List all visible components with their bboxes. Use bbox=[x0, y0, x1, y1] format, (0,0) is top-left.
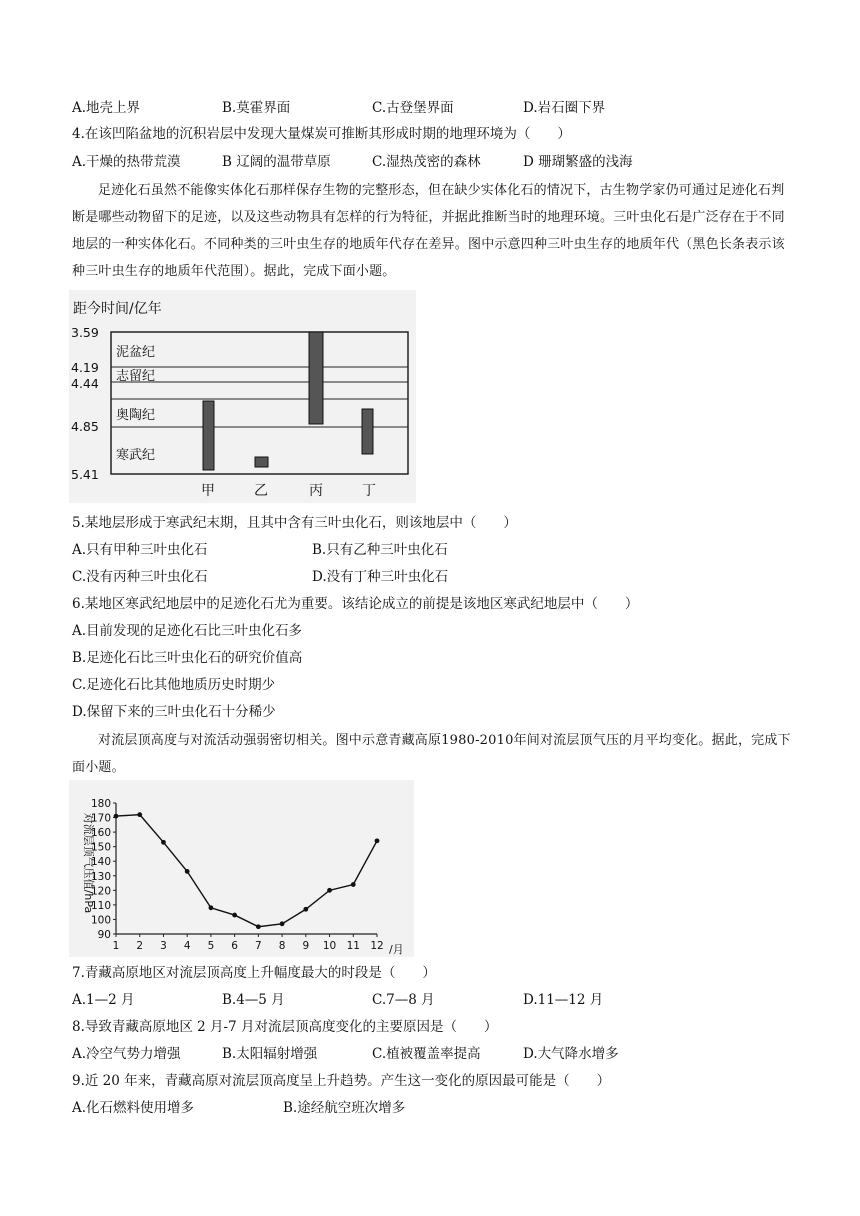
data-point bbox=[161, 840, 166, 845]
q6-option-a: A.目前发现的足迹化石比三叶虫化石多 bbox=[72, 623, 303, 639]
x-tick-label: 5 bbox=[207, 940, 215, 952]
y-tick-label: 160 bbox=[90, 827, 111, 840]
species-label-jia: 甲 bbox=[201, 483, 215, 499]
period-label-devonian: 泥盆纪 bbox=[116, 345, 156, 360]
q7-option-d: D.11—12 月 bbox=[523, 992, 604, 1008]
tick-label: 4.19 bbox=[71, 360, 99, 375]
passage-2: 对流层顶高度与对流活动强弱密切相关。图中示意青藏高原1980-2010年间对流层顶气压的月平均变化。据此，完成下面小题。 bbox=[72, 733, 791, 775]
q4-option-d: D 珊瑚繁盛的浅海 bbox=[523, 154, 633, 170]
y-tick-label: 150 bbox=[90, 841, 111, 854]
period-label-cambrian: 寒武纪 bbox=[116, 448, 156, 463]
y-tick-label: 110 bbox=[90, 899, 111, 912]
x-tick-label: 2 bbox=[136, 940, 144, 952]
data-point bbox=[256, 924, 261, 929]
series-line bbox=[116, 815, 377, 927]
x-tick-label: 11 bbox=[346, 940, 360, 952]
y-tick-label: 130 bbox=[90, 870, 111, 883]
q6-stem: 6.某地区寒武纪地层中的足迹化石尤为重要。该结论成立的前提是该地区寒武纪地层中（ ） bbox=[72, 596, 639, 612]
figure1-title: 距今时间/亿年 bbox=[73, 301, 162, 317]
q9-option-b: B.途经航空班次增多 bbox=[283, 1100, 406, 1116]
x-tick-label: 12 bbox=[370, 940, 384, 952]
y-tick-label: 100 bbox=[90, 914, 111, 927]
data-point bbox=[303, 907, 308, 912]
q6-option-b: B.足迹化石比三叶虫化石的研究价值高 bbox=[72, 650, 303, 666]
q5-option-b: B.只有乙种三叶虫化石 bbox=[312, 542, 448, 558]
q6-option-c: C.足迹化石比其他地质历史时期少 bbox=[72, 677, 276, 693]
y-tick-label: 140 bbox=[90, 856, 111, 869]
bar-yi bbox=[255, 457, 268, 467]
bar-jia bbox=[203, 401, 214, 470]
x-tick-label: 7 bbox=[255, 940, 262, 952]
trilobite-figure bbox=[69, 290, 416, 503]
y-tick-label: 170 bbox=[90, 812, 111, 825]
x-tick-label: 9 bbox=[302, 940, 310, 952]
data-point bbox=[137, 812, 142, 817]
q8-option-d: D.大气降水增多 bbox=[523, 1046, 619, 1062]
data-point bbox=[209, 905, 214, 910]
species-label-yi: 乙 bbox=[254, 483, 268, 499]
q8-option-c: C.植被覆盖率提高 bbox=[372, 1046, 481, 1062]
x-tick-label: 6 bbox=[231, 940, 238, 952]
q3-option-c: C.古登堡界面 bbox=[372, 100, 454, 116]
q4-option-a: A.干燥的热带荒漠 bbox=[72, 154, 181, 170]
q5-option-a: A.只有甲种三叶虫化石 bbox=[72, 542, 208, 558]
tick-label: 4.85 bbox=[71, 419, 99, 434]
data-point bbox=[114, 814, 119, 819]
y-axis-label: 对流层顶气压值/hPa bbox=[82, 812, 95, 914]
species-label-ding: 丁 bbox=[362, 483, 376, 499]
y-tick-label: 180 bbox=[90, 798, 111, 810]
data-point bbox=[327, 888, 332, 893]
tropopause-chart bbox=[69, 780, 414, 957]
tick-label: 3.59 bbox=[71, 325, 99, 340]
q5-option-d: D.没有丁种三叶虫化石 bbox=[312, 569, 449, 585]
tick-label: 4.44 bbox=[71, 376, 99, 391]
data-point bbox=[232, 913, 237, 918]
q3-option-d: D.岩石圈下界 bbox=[523, 100, 606, 116]
q7-option-c: C.7—8 月 bbox=[372, 992, 435, 1008]
q9-option-a: A.化石燃料使用增多 bbox=[72, 1100, 195, 1116]
q7-option-b: B.4—5 月 bbox=[222, 992, 285, 1008]
data-point bbox=[375, 838, 380, 843]
data-point bbox=[280, 921, 285, 926]
bar-bing bbox=[309, 332, 323, 424]
q4-option-b: B 辽阔的温带草原 bbox=[222, 154, 331, 170]
period-label-silurian: 志留纪 bbox=[116, 369, 156, 384]
data-point bbox=[185, 869, 190, 874]
q7-stem: 7.青藏高原地区对流层顶高度上升幅度最大的时段是（ ） bbox=[72, 965, 436, 981]
period-label-ordovician: 奥陶纪 bbox=[116, 408, 156, 423]
q4-option-c: C.湿热茂密的森林 bbox=[372, 154, 481, 170]
q8-stem: 8.导致青藏高原地区 2 月-7 月对流层顶高度变化的主要原因是（ ） bbox=[72, 1019, 498, 1035]
q5-stem: 5.某地层形成于寒武纪末期，且其中含有三叶虫化石，则该地层中（ ） bbox=[72, 515, 517, 531]
x-tick-label: 8 bbox=[278, 940, 286, 952]
q4-stem: 4.在该凹陷盆地的沉积岩层中发现大量煤炭可推断其形成时期的地理环境为（ ） bbox=[72, 126, 571, 142]
x-tick-label: 4 bbox=[183, 940, 191, 952]
y-tick-label: 90 bbox=[97, 929, 111, 941]
q8-option-b: B.太阳辐射增强 bbox=[222, 1046, 318, 1062]
q9-stem: 9.近 20 年来，青藏高原对流层顶高度呈上升趋势。产生这一变化的原因最可能是（ ） bbox=[72, 1073, 611, 1089]
x-tick-label: 10 bbox=[322, 940, 337, 952]
q8-option-a: A.冷空气势力增强 bbox=[72, 1046, 181, 1062]
x-tick-label: 3 bbox=[160, 940, 167, 952]
data-point bbox=[351, 882, 356, 887]
q3-option-b: B.莫霍界面 bbox=[222, 100, 291, 116]
x-tick-label: 1 bbox=[112, 940, 120, 952]
x-axis-unit: /月 bbox=[389, 943, 404, 956]
passage-1: 足迹化石虽然不能像实体化石那样保存生物的完整形态，但在缺少实体化石的情况下，古生物学家仍可通过足迹化石判断是哪些动物留下的足迹，以及这些动物具有怎样的行为特征，并据此推断当时的地理环境。三叶虫化石是广泛存在于不同地层的一种实体化石。不同种类的三叶虫生存的地质年代存在差异。图中示意四种三叶虫生存的地质年代（黑色长条表示该种三叶虫生存的地质年代范围）。据此，完成下面小题。 bbox=[72, 183, 785, 279]
y-tick-label: 120 bbox=[90, 885, 111, 898]
tick-label: 5.41 bbox=[71, 467, 99, 482]
bar-ding bbox=[362, 409, 373, 454]
q3-option-a: A.地壳上界 bbox=[72, 100, 141, 116]
species-label-bing: 丙 bbox=[309, 483, 323, 499]
q5-option-c: C.没有丙种三叶虫化石 bbox=[72, 569, 208, 585]
q6-option-d: D.保留下来的三叶虫化石十分稀少 bbox=[72, 704, 276, 720]
q7-option-a: A.1—2 月 bbox=[72, 992, 135, 1008]
